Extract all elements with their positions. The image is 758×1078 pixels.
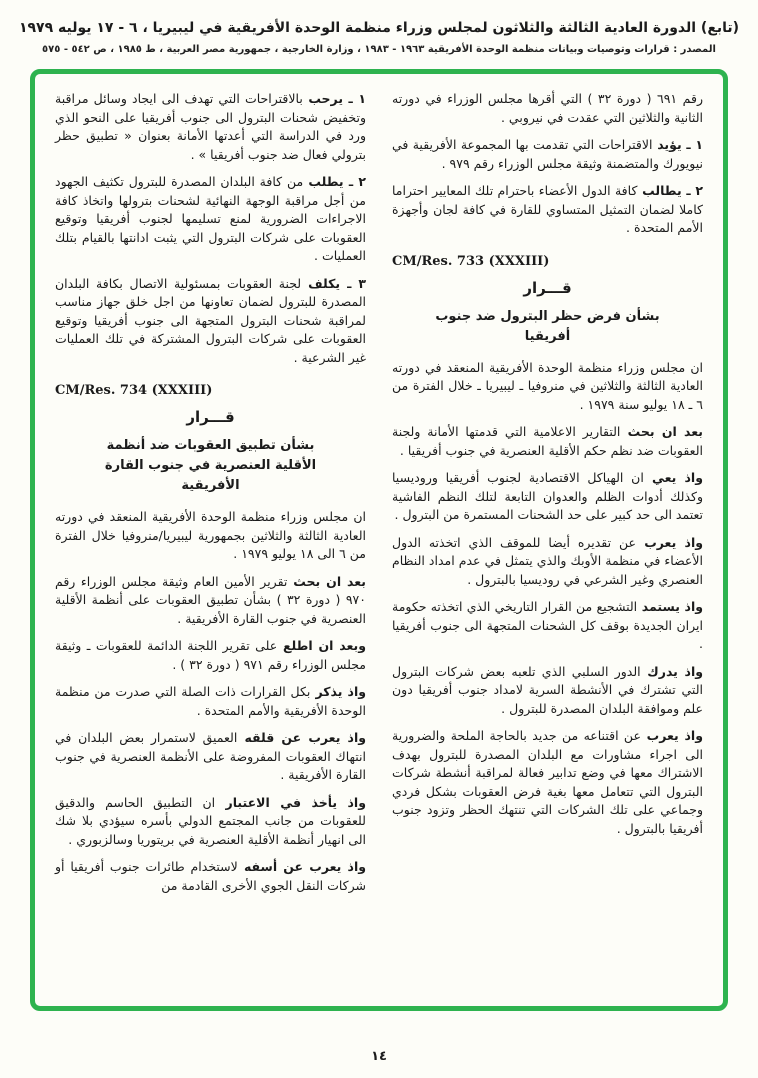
header-source: المصدر : قرارات وتوصيات وبيانات منظمة الوحدة الأفريقية ١٩٦٣ - ١٩٨٣ ، وزارة الخارجية ، جمهورية مصر العربية ، ط ١٩٨٥ ، ص ٥٤٢ - ٥٧٥ bbox=[42, 44, 716, 55]
page-number: ١٤ bbox=[371, 1049, 387, 1064]
paragraph: واذ يعي ان الهياكل الاقتصادية لجنوب أفريقيا وروديسيا وكذلك أدوات الظلم والعدوان التابعة لتلك النظم الفاشية تعتمد الى حد كبير على حد الشحنات المستمرة من البترول . bbox=[392, 470, 703, 523]
paragraph-lead: ١ ـ يؤيد bbox=[652, 137, 703, 152]
paragraph: ان مجلس وزراء منظمة الوحدة الأفريقية المنعقد في دورته العادية الثالثة والثلاثين بجمهورية ليبيريا/منروفيا خلال الفترة من ٦ الى ١٨ يوليو ١٩٧٩ . bbox=[55, 509, 366, 562]
paragraph: بعد ان بحث تقرير الأمين العام وثيقة مجلس الوزراء رقم ٩٧٠ ( دورة ٣٢ ) بشأن تطبيق العقوبات على أنظمة الأقلية العنصرية في جنوب القارة الأفريقية . bbox=[55, 573, 366, 626]
paragraph-lead: ٣ ـ يكلف bbox=[301, 275, 366, 291]
resolution-ref: CM/Res. 734 (XXXIII) bbox=[55, 383, 213, 398]
paragraph: واذ يعرب عن تقديره أيضا للموقف الذي اتخذته الدول الأعضاء في منظمة الأوبك والذي يتمثل في عدم امداد النظام العنصري وغير الشرعي في روديسيا بالبترول . bbox=[392, 534, 703, 587]
resolution-heading: قـــرار bbox=[523, 278, 572, 297]
paragraph: ان مجلس وزراء منظمة الوحدة الأفريقية المنعقد في دورته العادية الثالثة والثلاثين في منروفيا ـ ليبيريا ـ خلال الفترة من ٦ ـ ١٨ يوليو سنة ١٩٧٩ . bbox=[392, 359, 703, 412]
paragraph-lead: واذ يعرب عن أسفه bbox=[237, 859, 367, 875]
paragraph-lead: ٢ ـ يطلب bbox=[303, 174, 366, 189]
header-title: (تابع) الدورة العادية الثالثة والثلاثون لمجلس وزراء منظمة الوحدة الأفريقية في ليبيريا ، ٦ - ١٧ يوليه ١٩٧٩ bbox=[18, 20, 740, 36]
paragraph: رقم ٦٩١ ( دورة ٣٢ ) التي أقرها مجلس الوزراء في دورته الثانية والثلاثين التي عقدت في نيروبي . bbox=[392, 91, 703, 125]
paragraph: واذ يدرك الدور السلبي الذي تلعبه بعض شركات البترول التي تشترك في الأنشطة السرية لامداد جنوب أفريقيا دون علم وموافقة البلدان المصدرة للبترول . bbox=[392, 663, 704, 716]
paragraph: واذ يعرب عن أسفه لاستخدام طائرات جنوب أفريقيا أو شركات النقل الجوي الأخرى القادمة من bbox=[55, 859, 367, 893]
paragraph-lead: واذ يعي bbox=[643, 470, 703, 486]
paragraph: وبعد ان اطلع على تقرير اللجنة الدائمة للعقوبات ـ وثيقة مجلس الوزراء رقم ٩٧١ ( دورة ٣٢ ) . bbox=[55, 638, 367, 672]
paragraph-lead: بعد ان بحث bbox=[287, 573, 366, 589]
paragraph-lead: واذ يدرك bbox=[640, 663, 704, 679]
paragraph: ٢ ـ يطالب كافة الدول الأعضاء باحترام تلك المعايير احتراما كاملا لضمان التمثيل المتساوي للقارة في كافة لجان وأجهزة الأمم المتحدة . bbox=[392, 183, 703, 235]
paragraph-lead: واذ يذكر bbox=[310, 684, 367, 700]
paragraph: ٣ ـ يكلف لجنة العقوبات بمسئولية الاتصال بكافة البلدان المصدرة للبترول لضمان تعاونها من اجل خلق جهاز مناسب لمراقبة شحنات البترول المتجهة الى جنوب أفريقيا وتوقيع العقوبات على شركات البترول المشتركة في تلك العمليات غير الشرعية . bbox=[55, 275, 366, 365]
paragraph-lead: ٢ ـ يطالب bbox=[637, 183, 703, 198]
paragraph-lead: واذ يعرب عن قلقه bbox=[237, 730, 366, 746]
paragraph-lead: واذ يعرب bbox=[640, 728, 703, 744]
resolution-heading: قـــرار bbox=[186, 408, 235, 426]
paragraph: ١ ـ يرحب بالاقتراحات التي تهدف الى ايجاد وسائل مراقبة وتخفيض شحنات البترول الى جنوب أفريقيا على النحو الذي ورد في الدراسة التي أعدتها الأمانة بعنوان « تطبيق حظر بترولي فعال ضد جنوب أفريقيا » . bbox=[55, 91, 366, 162]
text-columns bbox=[55, 90, 703, 996]
paragraph-lead: واذ يأخذ في الاعتبار bbox=[215, 794, 366, 810]
resolution-ref: CM/Res. 733 (XXXIII) bbox=[392, 253, 550, 269]
content-border-box bbox=[30, 69, 728, 1011]
paragraph-lead: واذ يستمد bbox=[637, 599, 703, 615]
paragraph: واذ يعرب عن اقتناعه من جديد بالحاجة الملحة والضرورية الى اجراء مشاورات مع البلدان المصدرة للبترول بهدف الاشتراك معها في وضع تدابير فعالة لمراقبة أنشطة شركات البترول التي تتعامل معها بغية فرض العقوبات بشكل فردي وجماعي على تلك الشركات التي تنتهك الحظر وتزود جنوب أفريقيا بالبترول . bbox=[392, 728, 703, 836]
paragraph: ١ ـ يؤيد الاقتراحات التي تقدمت بها المجموعة الأفريقية في نيويورك والمتضمنة وثيقة مجلس الوزراء رقم ٩٧٩ . bbox=[392, 137, 703, 171]
resolution-subheading: بشأن تطبيق العقوبات ضد أنظمة الأقلية العنصرية في جنوب القارة الأفريقية bbox=[104, 438, 317, 494]
paragraph-lead: بعد ان بحث bbox=[620, 424, 704, 440]
paragraph-lead: وبعد ان اطلع bbox=[277, 638, 367, 654]
paragraph-lead: واذ يعرب bbox=[635, 534, 703, 550]
column-right bbox=[392, 90, 703, 996]
paragraph: واذ يذكر بكل القرارات ذات الصلة التي صدرت من منظمة الوحدة الأفريقية والأمم المتحدة . bbox=[55, 684, 367, 718]
paragraph: واذ يأخذ في الاعتبار ان التطبيق الحاسم والدقيق للعقوبات من جانب المجتمع الدولي بأسره سيؤدي بلا شك الى انهيار أنظمة الأقلية العنصرية في بريتوريا وسالزبوري . bbox=[55, 794, 366, 847]
page-header bbox=[0, 0, 758, 55]
column-left bbox=[55, 90, 366, 996]
resolution-subheading: بشأن فرض حظر البترول ضد جنوب أفريقيا bbox=[435, 308, 660, 344]
paragraph: بعد ان بحث التقارير الاعلامية التي قدمتها الأمانة ولجنة العقوبات ضد نظم حكم الأقلية العنصرية في جنوب أفريقيا . bbox=[392, 424, 704, 458]
paragraph: واذ يعرب عن قلقه العميق لاستمرار بعض البلدان في انتهاك العقوبات المفروضة على الأنظمة العنصرية في جنوب القارة الأفريقية . bbox=[55, 730, 366, 783]
paragraph-lead: ١ ـ يرحب bbox=[302, 91, 366, 106]
paragraph: ٢ ـ يطلب من كافة البلدان المصدرة للبترول تكثيف الجهود من أجل مراقبة الوجهة النهائية لشحنات بترولها واتخاذ كافة الاجراءات الضرورية لمنع تسليمها لجنوب أفريقيا وتوقيع العقوبات على شركات البترول التي يثبت ادانتها بالقيام بتلك العمليات . bbox=[55, 174, 366, 263]
paragraph: واذ يستمد التشجيع من القرار التاريخي الذي اتخذته حكومة ايران الجديدة بوقف كل الشحنات المتجهة الى جنوب أفريقيا . bbox=[392, 599, 703, 652]
